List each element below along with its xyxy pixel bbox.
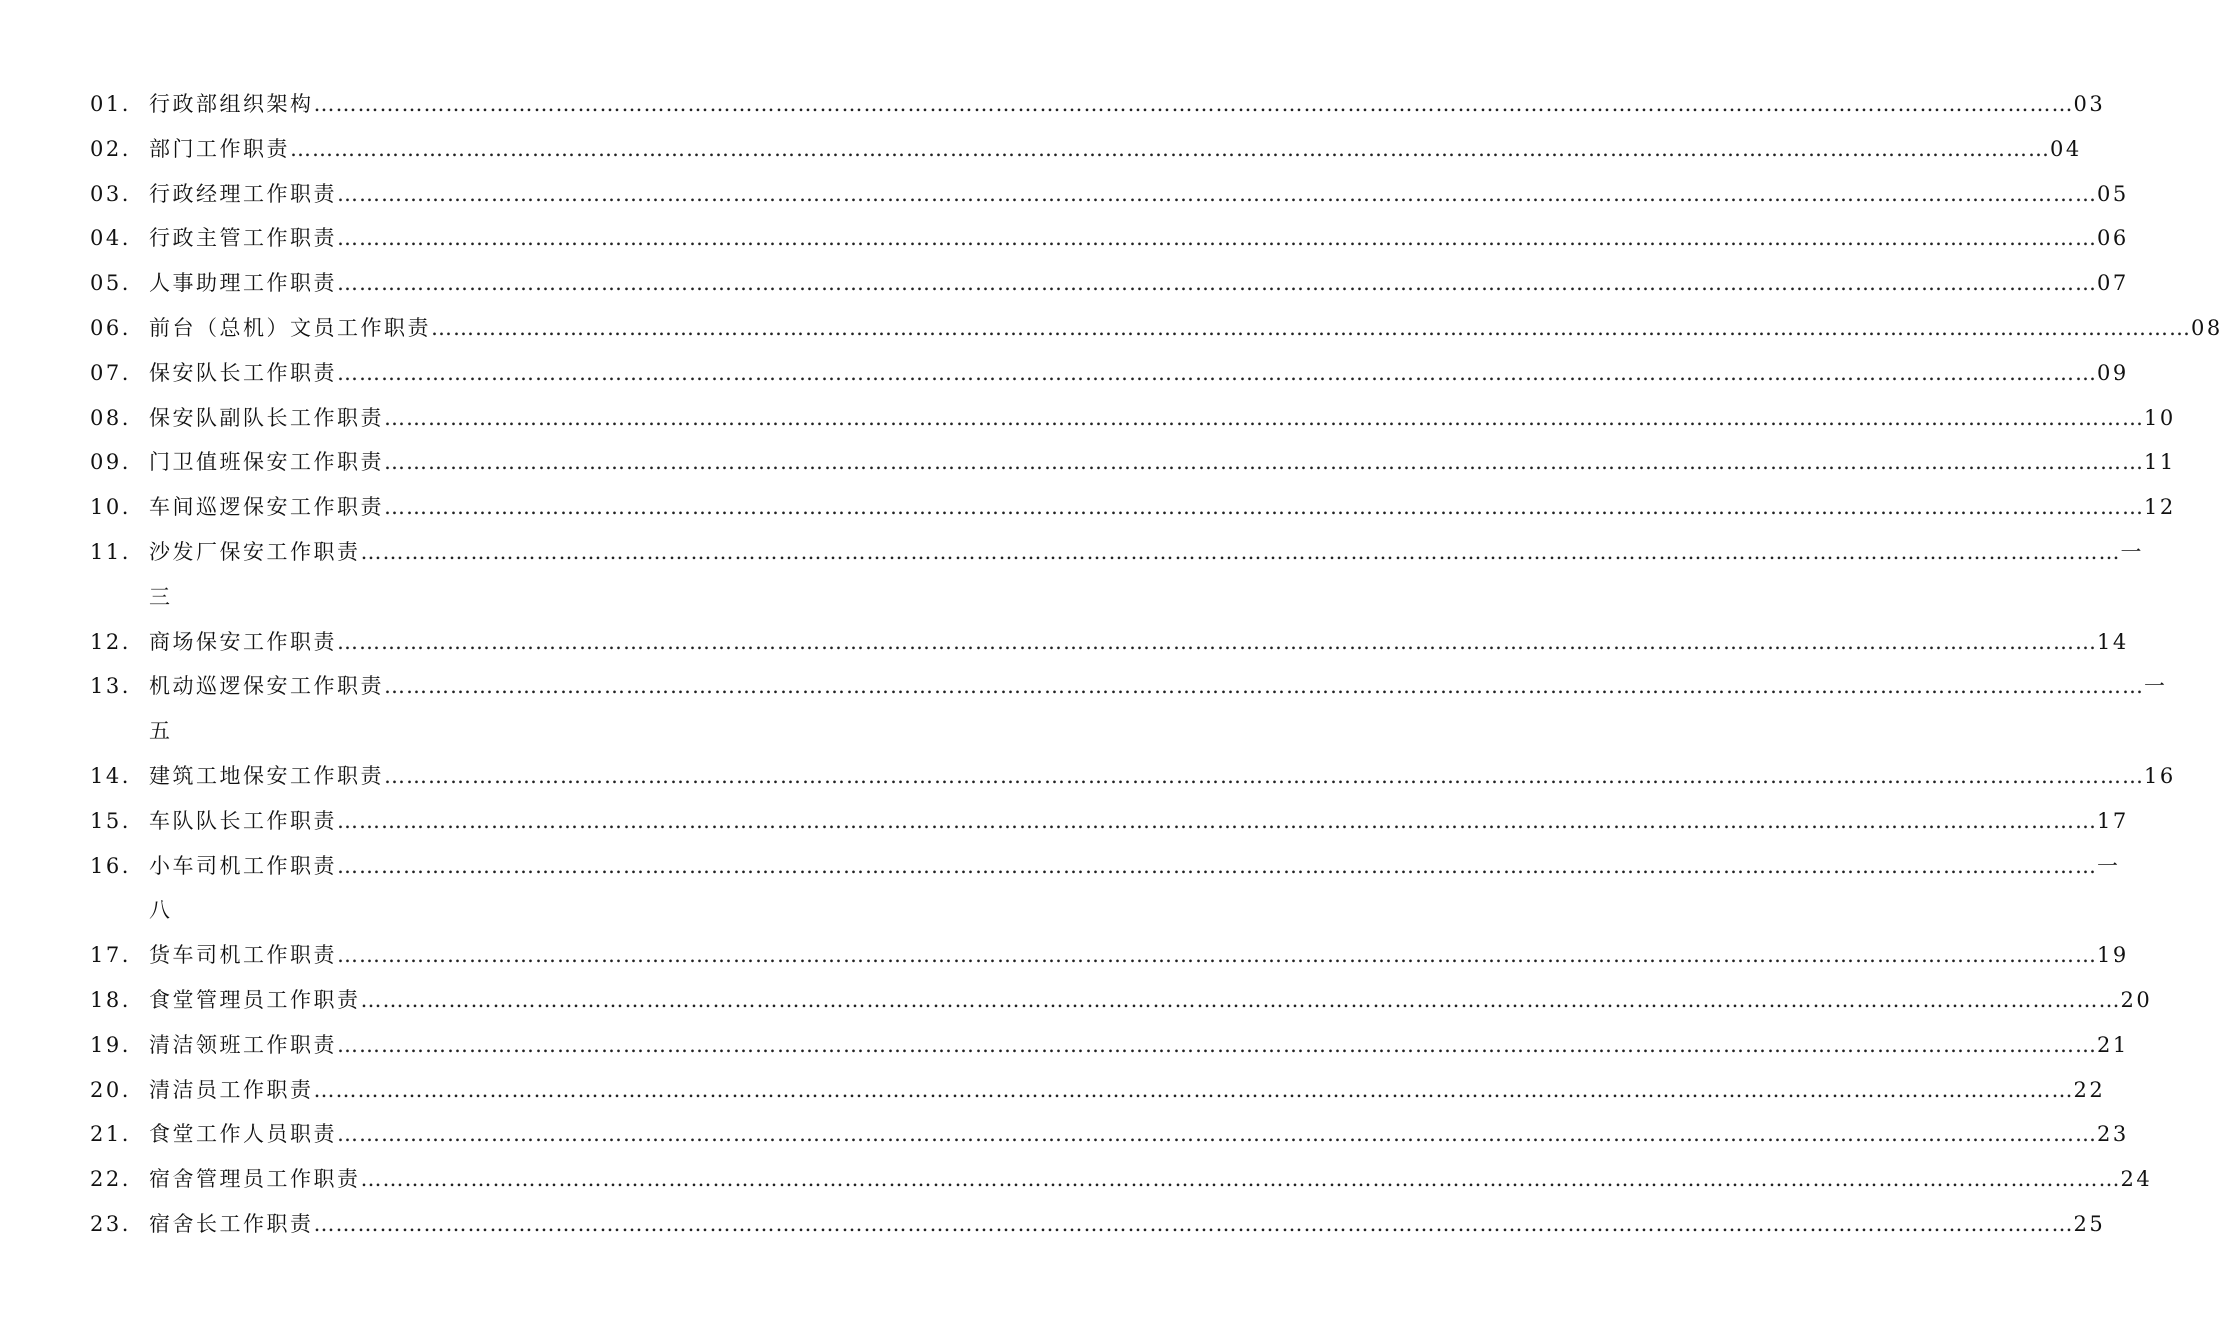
- toc-entry-page-number: 10: [2144, 405, 2176, 430]
- toc-entry[interactable]: [0, 396, 2176, 441]
- toc-entry-page-number: 一: [2097, 853, 2121, 878]
- toc-entry-line: [149, 261, 2129, 306]
- toc-entry-line: [149, 1023, 2129, 1068]
- toc-entry-title: 食堂管理员工作职责: [149, 987, 361, 1012]
- toc-entry-page-number: 24: [2120, 1167, 2153, 1192]
- toc-entry-number: 15.: [90, 808, 131, 833]
- toc-entry-line: [149, 664, 2168, 709]
- toc-entry-page-continuation: 三: [149, 584, 173, 609]
- toc-entry-title: 宿舍长工作职责: [149, 1211, 314, 1236]
- toc-entry-page-number: 04: [2050, 136, 2082, 161]
- dot-leader: ……………………………………………………………………………………………………………………………………………………………………………………………………………………: [337, 360, 2097, 385]
- toc-entry-page-number: 19: [2097, 943, 2129, 968]
- toc-entry[interactable]: [0, 1202, 2106, 1247]
- toc-entry-line: [149, 1068, 2106, 1113]
- toc-entry-line: [149, 396, 2176, 441]
- toc-entry[interactable]: [0, 933, 2129, 978]
- toc-entry-page-number: 05: [2097, 181, 2129, 206]
- toc-entry[interactable]: [0, 530, 2144, 620]
- toc-entry-line: [149, 82, 2106, 127]
- toc-entry-line: [149, 1157, 2153, 1202]
- toc-entry[interactable]: [0, 620, 2129, 665]
- dot-leader: ……………………………………………………………………………………………………………………………………………………………………………………………………………………: [337, 226, 2097, 251]
- toc-entry-title: 门卫值班保安工作职责: [149, 450, 384, 475]
- toc-entry-page-number: 09: [2097, 360, 2129, 385]
- toc-entry-line: [149, 754, 2176, 799]
- toc-entry[interactable]: [0, 799, 2129, 844]
- toc-entry-title: 小车司机工作职责: [149, 853, 337, 878]
- toc-entry-page-number: 03: [2073, 92, 2106, 116]
- toc-entry-title: 清洁领班工作职责: [149, 1032, 337, 1057]
- toc-entry-title: 沙发厂保安工作职责: [149, 539, 361, 564]
- toc-entry-page-number: 14: [2097, 629, 2129, 654]
- dot-leader: ……………………………………………………………………………………………………………………………………………………………………………………………………………………: [337, 1122, 2097, 1147]
- toc-entry-title: 货车司机工作职责: [149, 943, 337, 968]
- toc-entry-line: [149, 530, 2144, 575]
- toc-entry[interactable]: [0, 485, 2176, 530]
- toc-entry-number: 23.: [90, 1211, 131, 1236]
- toc-entry[interactable]: [0, 844, 2121, 934]
- toc-entry-page-number: 21: [2097, 1032, 2129, 1057]
- toc-entry-line: [149, 127, 2082, 172]
- toc-entry-line: [149, 216, 2129, 261]
- dot-leader: ……………………………………………………………………………………………………………………………………………………………………………………………………………………: [313, 1211, 2074, 1236]
- dot-leader: ……………………………………………………………………………………………………………………………………………………………………………………………………………………: [384, 450, 2144, 475]
- toc-entry-number: 10.: [90, 495, 131, 520]
- toc-entry-number: 14.: [90, 763, 131, 788]
- dot-leader: ……………………………………………………………………………………………………………………………………………………………………………………………………………………: [337, 181, 2097, 206]
- toc-entry-title: 商场保安工作职责: [149, 629, 337, 654]
- toc-entry-title: 保安队副队长工作职责: [149, 405, 384, 430]
- toc-entry-number: 07.: [90, 360, 131, 385]
- toc-entry-title: 清洁员工作职责: [149, 1077, 314, 1102]
- toc-entry-title: 前台（总机）文员工作职责: [149, 315, 431, 340]
- toc-entry[interactable]: [0, 351, 2129, 396]
- dot-leader: ……………………………………………………………………………………………………………………………………………………………………………………………………………………: [384, 674, 2144, 699]
- toc-entry-number: 19.: [90, 1032, 131, 1057]
- toc-entry-line: [149, 978, 2153, 1023]
- dot-leader: ……………………………………………………………………………………………………………………………………………………………………………………………………………………: [360, 987, 2121, 1012]
- toc-entry-title: 保安队长工作职责: [149, 360, 337, 385]
- toc-entry-number: 03.: [90, 181, 131, 206]
- toc-entry-title: 行政部组织架构: [149, 92, 314, 116]
- toc-entry-number: 04.: [90, 226, 131, 251]
- toc-entry-line: [149, 351, 2129, 396]
- toc-entry-line: [149, 844, 2121, 889]
- toc-entry-title: 食堂工作人员职责: [149, 1122, 337, 1147]
- toc-entry-number: 20.: [90, 1077, 131, 1102]
- toc-entry[interactable]: [0, 172, 2129, 217]
- toc-entry-number: 08.: [90, 405, 131, 430]
- toc-entry-page-number: 16: [2144, 763, 2176, 788]
- toc-entry[interactable]: [0, 440, 2176, 485]
- toc-entry-page-number: 08: [2191, 315, 2223, 340]
- toc-entry-page-continuation: 五: [149, 719, 173, 744]
- toc-entry-page-number: 25: [2073, 1211, 2106, 1236]
- dot-leader: ……………………………………………………………………………………………………………………………………………………………………………………………………………………: [337, 808, 2097, 833]
- toc-entry-page-number: 20: [2120, 987, 2153, 1012]
- dot-leader: ……………………………………………………………………………………………………………………………………………………………………………………………………………………: [337, 271, 2097, 296]
- toc-entry[interactable]: [0, 1068, 2106, 1113]
- toc-entry-line: [149, 799, 2129, 844]
- toc-entry-title: 车间巡逻保安工作职责: [149, 495, 384, 520]
- dot-leader: ……………………………………………………………………………………………………………………………………………………………………………………………………………………: [313, 1077, 2074, 1102]
- dot-leader: ……………………………………………………………………………………………………………………………………………………………………………………………………………………: [360, 1167, 2121, 1192]
- toc-entry[interactable]: [0, 1023, 2129, 1068]
- toc-entry[interactable]: [0, 1157, 2153, 1202]
- toc-entry-page-number: 17: [2097, 808, 2129, 833]
- dot-leader: ……………………………………………………………………………………………………………………………………………………………………………………………………………………: [337, 629, 2097, 654]
- toc-entry-title: 建筑工地保安工作职责: [149, 763, 384, 788]
- dot-leader: ……………………………………………………………………………………………………………………………………………………………………………………………………………………: [313, 92, 2074, 116]
- toc-entry-line: [149, 172, 2129, 217]
- toc-entry[interactable]: [0, 127, 2082, 172]
- toc-entry-number: 17.: [90, 943, 131, 968]
- toc-entry-number: 21.: [90, 1122, 131, 1147]
- toc-entry-number: 11.: [90, 539, 131, 564]
- toc-entry-title: 宿舍管理员工作职责: [149, 1167, 361, 1192]
- toc-entry-title: 人事助理工作职责: [149, 271, 337, 296]
- dot-leader: ……………………………………………………………………………………………………………………………………………………………………………………………………………………: [337, 943, 2097, 968]
- toc-entry[interactable]: [0, 978, 2153, 1023]
- toc-entry-line: [149, 1112, 2129, 1157]
- toc-entry-number: 09.: [90, 450, 131, 475]
- dot-leader: ……………………………………………………………………………………………………………………………………………………………………………………………………………………: [384, 763, 2144, 788]
- toc-entry-number: 06.: [90, 315, 131, 340]
- toc-entry-line: [149, 620, 2129, 665]
- dot-leader: ……………………………………………………………………………………………………………………………………………………………………………………………………………………: [337, 853, 2097, 878]
- dot-leader: ……………………………………………………………………………………………………………………………………………………………………………………………………………………: [337, 1032, 2097, 1057]
- toc-entry[interactable]: [0, 306, 2223, 351]
- toc-entry[interactable]: [0, 216, 2129, 261]
- toc-entry-number: 01.: [90, 92, 131, 116]
- toc-entry[interactable]: [0, 261, 2129, 306]
- toc-entry-line: [149, 933, 2129, 978]
- toc-entry-title: 行政主管工作职责: [149, 226, 337, 251]
- dot-leader: ……………………………………………………………………………………………………………………………………………………………………………………………………………………: [360, 539, 2121, 564]
- toc-entry-title: 车队队长工作职责: [149, 808, 337, 833]
- dot-leader: ……………………………………………………………………………………………………………………………………………………………………………………………………………………: [431, 315, 2191, 340]
- dot-leader: ……………………………………………………………………………………………………………………………………………………………………………………………………………………: [290, 136, 2050, 161]
- toc-entry-page-number: 11: [2144, 450, 2176, 475]
- toc-entry-title: 部门工作职责: [149, 136, 290, 161]
- toc-entry-page-number: 06: [2097, 226, 2129, 251]
- toc-entry-line: [149, 306, 2223, 351]
- dot-leader: ……………………………………………………………………………………………………………………………………………………………………………………………………………………: [384, 405, 2144, 430]
- toc-entry-page-number: 07: [2097, 271, 2129, 296]
- toc-entry[interactable]: [0, 754, 2176, 799]
- toc-entry-number: 05.: [90, 271, 131, 296]
- toc-entry-page-number: 22: [2073, 1077, 2106, 1102]
- toc-entry-title: 行政经理工作职责: [149, 181, 337, 206]
- toc-entry-number: 13.: [90, 674, 131, 699]
- toc-entry-number: 18.: [90, 987, 131, 1012]
- toc-entry-page-number: 23: [2097, 1122, 2129, 1147]
- toc-entry-line: [149, 440, 2176, 485]
- toc-entry[interactable]: [0, 1112, 2129, 1157]
- toc-entry[interactable]: [0, 664, 2168, 754]
- toc-entry[interactable]: [0, 82, 2106, 127]
- toc-entry-number: 02.: [90, 136, 131, 161]
- toc-entry-number: 16.: [90, 853, 131, 878]
- table-of-contents: [0, 82, 2223, 1247]
- toc-entry-line: [149, 485, 2176, 530]
- toc-entry-line: [149, 1202, 2106, 1247]
- toc-entry-page-number: 12: [2144, 495, 2176, 520]
- toc-entry-page-continuation: 八: [149, 898, 173, 923]
- toc-entry-title: 机动巡逻保安工作职责: [149, 674, 384, 699]
- toc-entry-number: 22.: [90, 1167, 131, 1192]
- toc-entry-page-number: 一: [2144, 674, 2168, 699]
- dot-leader: ……………………………………………………………………………………………………………………………………………………………………………………………………………………: [384, 495, 2144, 520]
- toc-entry-number: 12.: [90, 629, 131, 654]
- toc-entry-page-number: 一: [2120, 539, 2144, 564]
